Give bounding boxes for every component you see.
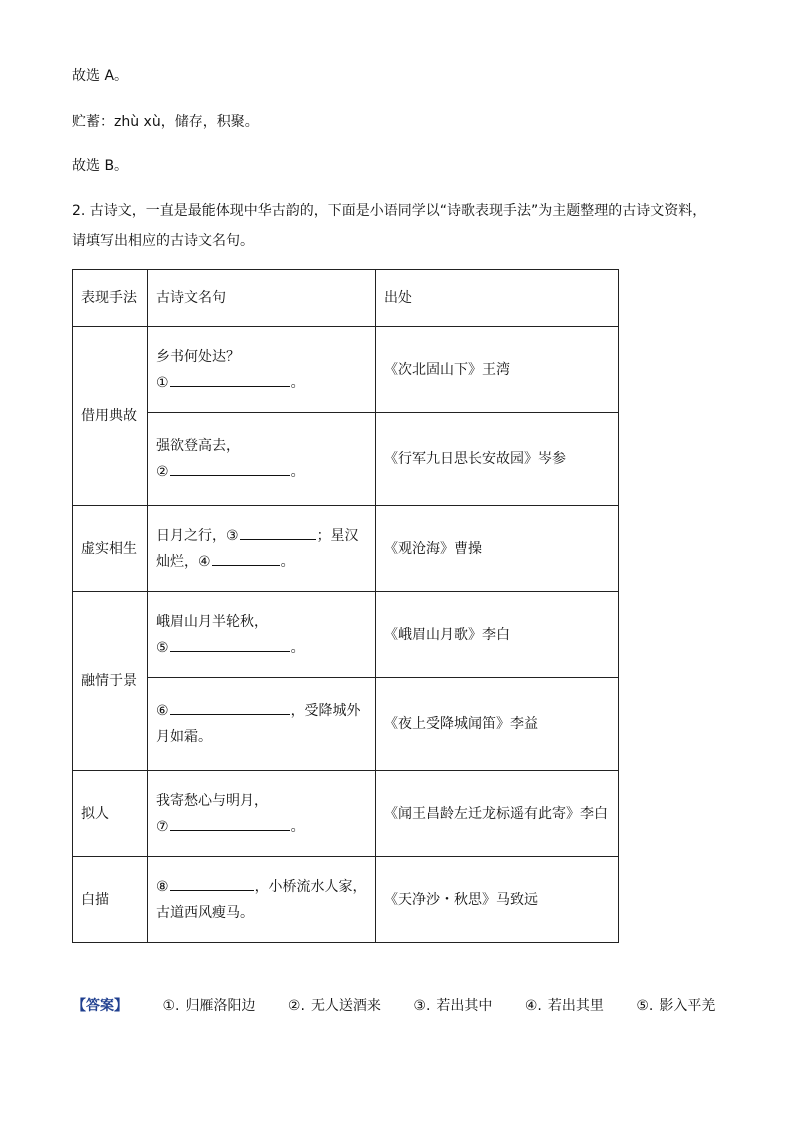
header-source: 出处 xyxy=(376,270,619,327)
answer-number: ⑤. xyxy=(636,998,654,1014)
verse-line: 我寄愁心与明月， xyxy=(156,792,268,809)
answer-number: ③. xyxy=(413,998,431,1014)
answer-blank[interactable] xyxy=(170,461,290,476)
verse-punct: 。 xyxy=(290,639,305,656)
header-verse: 古诗文名句 xyxy=(148,270,376,327)
answer-line xyxy=(72,996,715,1016)
technique-cell: 虚实相生 xyxy=(73,506,148,592)
answer-blank[interactable] xyxy=(170,700,290,715)
source-cell: 《次北固山下》王湾 xyxy=(376,327,619,413)
verse-text: ；星汉 xyxy=(316,527,359,544)
answer-text: 归雁洛阳边 xyxy=(185,998,256,1014)
verse-cell xyxy=(148,413,376,506)
answer-text: 若出其里 xyxy=(547,998,604,1014)
technique-cell: 借用典故 xyxy=(73,327,148,506)
table-row xyxy=(73,678,619,771)
verse-line xyxy=(156,523,367,549)
verse-punct: 。 xyxy=(290,374,305,391)
verse-line: 乡书何处达？ xyxy=(156,348,240,365)
verse-cell xyxy=(148,592,376,678)
answer-item xyxy=(162,998,255,1014)
table-row xyxy=(73,327,619,413)
question-text-line-1: 2. 古诗文，一直是最能体现中华古韵的，下面是小语同学以“诗歌表现手法”为主题整理的古诗文资料， xyxy=(72,203,707,219)
answer-blank[interactable] xyxy=(170,876,254,891)
answer-blank[interactable] xyxy=(240,525,316,540)
verse-punct: 。 xyxy=(280,553,295,570)
table-row xyxy=(73,413,619,506)
verse-line xyxy=(156,814,367,840)
blank-number: ② xyxy=(156,464,169,480)
verse-line xyxy=(156,874,367,900)
source-cell: 《峨眉山月歌》李白 xyxy=(376,592,619,678)
verse-punct: 。 xyxy=(290,818,305,835)
blank-number: ⑧ xyxy=(156,878,169,895)
verse-line xyxy=(156,635,367,661)
table-row xyxy=(73,771,619,857)
verse-line xyxy=(156,370,367,396)
verse-line xyxy=(156,698,367,724)
technique-cell: 白描 xyxy=(73,857,148,943)
verse-line: 月如霜。 xyxy=(156,729,212,745)
verse-text: 日月之行， xyxy=(156,527,226,544)
blank-number: ⑤ xyxy=(156,639,169,656)
source-cell: 《观沧海》曹操 xyxy=(376,506,619,592)
answer-blank[interactable] xyxy=(170,372,290,387)
answer-item xyxy=(413,998,492,1014)
source-cell: 《行军九日思长安故园》岑参 xyxy=(376,413,619,506)
technique-cell: 拟人 xyxy=(73,771,148,857)
verse-line: 峨眉山月半轮秋， xyxy=(156,613,268,630)
source-cell: 《闻王昌龄左迁龙标遥有此寄》李白 xyxy=(376,771,619,857)
verse-cell xyxy=(148,506,376,592)
poetry-table xyxy=(72,269,619,943)
table-header-row xyxy=(73,270,619,327)
blank-number: ③ xyxy=(226,527,239,544)
header-technique: 表现手法 xyxy=(73,270,148,327)
verse-cell xyxy=(148,327,376,413)
verse-text: ，受降城外 xyxy=(290,703,361,719)
text-line: 贮蓄：zhù xù，储存，积聚。 xyxy=(72,114,259,130)
verse-cell xyxy=(148,857,376,943)
verse-cell xyxy=(148,771,376,857)
table-row xyxy=(73,506,619,592)
blank-number: ⑥ xyxy=(156,703,169,719)
source-cell: 《夜上受降城闻笛》李益 xyxy=(376,678,619,771)
technique-cell: 融情于景 xyxy=(73,592,148,771)
answer-item xyxy=(288,998,381,1014)
source-cell: 《天净沙・秋思》马致远 xyxy=(376,857,619,943)
verse-line: 强欲登高去， xyxy=(156,438,240,454)
verse-line: 古道西风瘦马。 xyxy=(156,904,254,921)
answer-label: 【答案】 xyxy=(72,998,128,1014)
verse-cell xyxy=(148,678,376,771)
answer-number: ①. xyxy=(162,998,180,1014)
answer-text: 无人送酒来 xyxy=(310,998,381,1014)
verse-line xyxy=(156,549,367,575)
verse-line xyxy=(156,459,367,485)
table-row xyxy=(73,592,619,678)
text-line: 故选 A。 xyxy=(72,68,129,84)
verse-text: ，小桥流水人家， xyxy=(254,878,367,895)
blank-number: ④ xyxy=(198,553,211,570)
answer-number: ②. xyxy=(287,998,305,1014)
answer-number: ④. xyxy=(524,998,542,1014)
answer-item xyxy=(525,998,604,1014)
blank-number: ① xyxy=(156,374,169,391)
answer-blank[interactable] xyxy=(170,637,290,652)
blank-number: ⑦ xyxy=(156,818,169,835)
answer-blank[interactable] xyxy=(212,551,280,566)
question-text-line-2: 请填写出相应的古诗文名句。 xyxy=(72,233,254,249)
verse-punct: 。 xyxy=(290,464,305,480)
answer-item xyxy=(636,998,715,1014)
verse-text: 灿烂， xyxy=(156,553,198,570)
answer-text: 影入平羌 xyxy=(659,998,716,1014)
table-row xyxy=(73,857,619,943)
answer-text: 若出其中 xyxy=(436,998,493,1014)
answer-blank[interactable] xyxy=(170,816,290,831)
text-line: 故选 B。 xyxy=(72,158,129,174)
